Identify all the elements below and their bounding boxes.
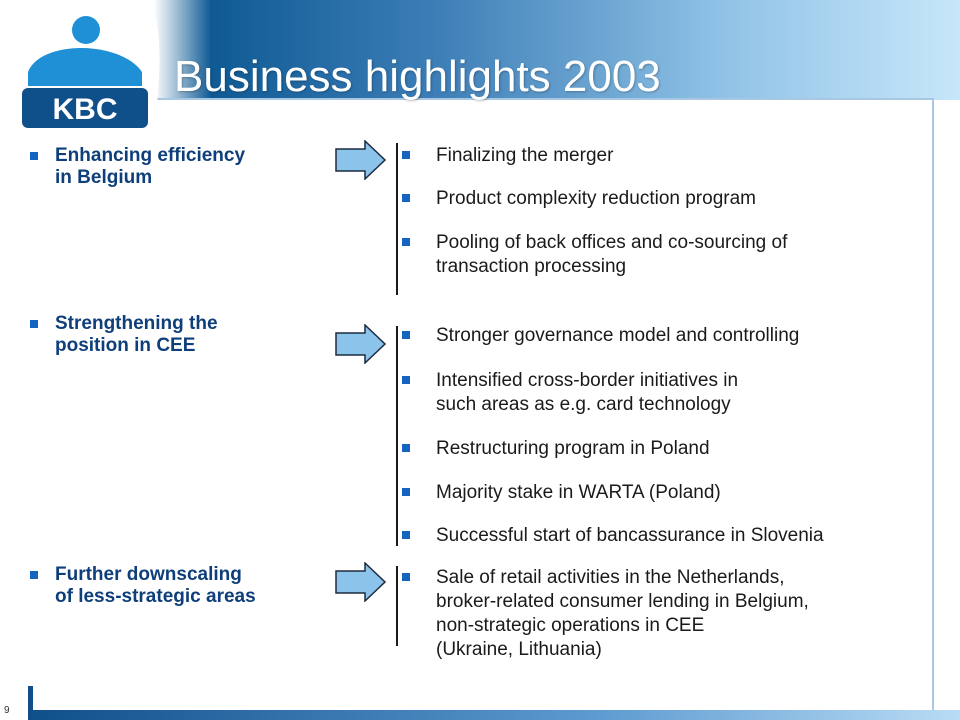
list-item: Restructuring program in Poland xyxy=(402,437,932,461)
list-item: Finalizing the merger xyxy=(402,144,932,168)
section-divider-line xyxy=(396,326,398,546)
bullet-square-icon xyxy=(402,151,410,159)
topic-text: Strengthening the position in CEE xyxy=(55,313,218,356)
bullet-square-icon xyxy=(402,376,410,384)
page-number: 9 xyxy=(4,705,10,716)
topic-position-cee xyxy=(30,313,320,357)
bullet-square-icon xyxy=(30,571,38,579)
right-arrow-icon xyxy=(335,324,387,364)
bullet-square-icon xyxy=(30,320,38,328)
frame-right-line xyxy=(932,98,934,714)
logo-text: KBC xyxy=(52,93,118,126)
right-arrow-icon xyxy=(335,140,387,180)
list-item: Sale of retail activities in the Netherlands, broker-related consumer lending in Belgium, non-strategic operations in CEE (Ukraine, Lithuania) xyxy=(402,566,932,662)
list-item: Intensified cross-border initiatives in such areas as e.g. card technology xyxy=(402,369,932,417)
bullet-square-icon xyxy=(402,444,410,452)
slide-title: Business highlights 2003 xyxy=(174,52,661,101)
list-item: Pooling of back offices and co-sourcing of transaction processing xyxy=(402,231,932,279)
bullet-square-icon xyxy=(30,152,38,160)
section-divider-line xyxy=(396,566,398,646)
section-divider-line xyxy=(396,143,398,295)
list-item: Majority stake in WARTA (Poland) xyxy=(402,481,932,505)
topic-downscaling xyxy=(30,564,320,608)
bullet-square-icon xyxy=(402,531,410,539)
list-item: Product complexity reduction program xyxy=(402,187,932,211)
bullet-square-icon xyxy=(402,238,410,246)
topic-text: Further downscaling of less-strategic areas xyxy=(55,564,256,607)
bullet-square-icon xyxy=(402,331,410,339)
bullet-square-icon xyxy=(402,488,410,496)
bullet-square-icon xyxy=(402,573,410,581)
kbc-logo xyxy=(0,0,190,150)
right-arrow-icon xyxy=(335,562,387,602)
footer-bar xyxy=(28,710,960,720)
topic-text: Enhancing efficiency in Belgium xyxy=(55,145,246,188)
list-item: Successful start of bancassurance in Slovenia xyxy=(402,524,932,548)
list-item: Stronger governance model and controlling xyxy=(402,324,932,348)
bullet-square-icon xyxy=(402,194,410,202)
topic-efficiency-belgium xyxy=(30,145,320,189)
